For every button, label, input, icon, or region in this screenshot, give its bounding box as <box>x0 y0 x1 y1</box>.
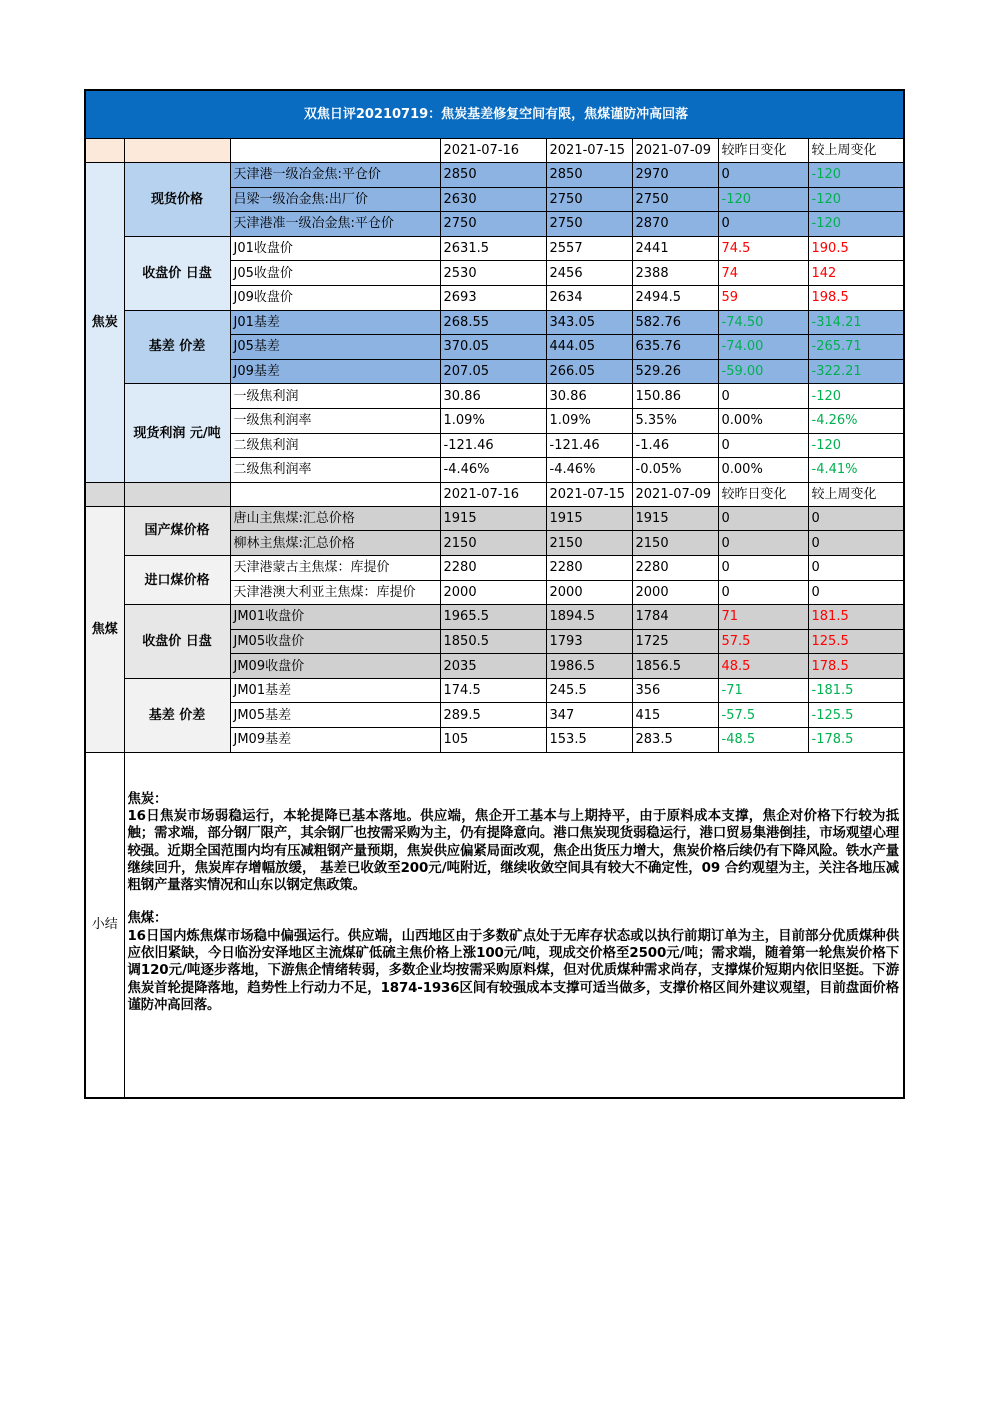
indicator-name: J09基差 <box>230 359 440 384</box>
weekly-change-cell: -181.5 <box>808 678 904 703</box>
value-cell: 1894.5 <box>546 605 632 630</box>
category-coke: 焦炭 <box>85 163 124 483</box>
daily-change-cell: 0 <box>718 580 808 605</box>
weekly-change-cell: 0 <box>808 580 904 605</box>
value-cell: 1856.5 <box>632 654 718 679</box>
coke-summary-text: 16日焦炭市场弱稳运行，本轮提降已基本落地。供应端，焦企开工基本与上期持平，由于原料成本支撑，焦企对价格下行较为抵触；需求端，部分钢厂限产，其余钢厂也按需采购为主，仍有提降意向。港口焦炭现货弱稳运行，港口贸易集港倒挂，市场观望心理较强。近期全国范围内均有压减粗钢产量预期，焦炭供应偏紧局面改观，焦企出货压力增大，焦炭价格后续仍有下降风险。铁水产量继续回升，焦炭库存增幅放缓， 基差已收敛至200元/吨附近，继续收敛空间具有较大不确定性，09 合约观望为主，关注各地压减粗钢产量落实情况和山东以钢定焦政策。 <box>127 808 899 894</box>
table-row <box>85 236 904 261</box>
table-row <box>85 605 904 630</box>
weekly-change-cell: 198.5 <box>808 285 904 310</box>
indicator-name: JM05收盘价 <box>230 629 440 654</box>
daily-change-cell: -74.50 <box>718 310 808 335</box>
daily-change-cell: 71 <box>718 605 808 630</box>
column-header: 2021-07-09 <box>632 139 718 163</box>
value-cell: 2000 <box>632 580 718 605</box>
daily-change-cell: 0 <box>718 212 808 237</box>
value-cell: 347 <box>546 703 632 728</box>
column-header: 2021-07-16 <box>440 139 546 163</box>
value-cell: 2000 <box>546 580 632 605</box>
value-cell: 283.5 <box>632 728 718 753</box>
weekly-change-cell: -322.21 <box>808 359 904 384</box>
value-cell: -4.46% <box>546 458 632 483</box>
value-cell: 105 <box>440 728 546 753</box>
section-label: 收盘价 日盘 <box>124 605 230 679</box>
value-cell: 2557 <box>546 236 632 261</box>
section-label: 基差 价差 <box>124 310 230 384</box>
value-cell: 1965.5 <box>440 605 546 630</box>
value-cell: 2530 <box>440 261 546 286</box>
value-cell: 2850 <box>546 163 632 188</box>
value-cell: 2634 <box>546 285 632 310</box>
summary-spacer <box>128 894 900 910</box>
weekly-change-cell: 178.5 <box>808 654 904 679</box>
value-cell: -1.46 <box>632 433 718 458</box>
value-cell: 1986.5 <box>546 654 632 679</box>
value-cell: 1.09% <box>440 408 546 433</box>
indicator-name: 天津港蒙古主焦煤：库提价 <box>230 555 440 580</box>
column-header: 较上周变化 <box>808 482 904 506</box>
value-cell: 2693 <box>440 285 546 310</box>
value-cell: 30.86 <box>546 384 632 409</box>
section-label: 现货利润 元/吨 <box>124 384 230 482</box>
value-cell: 2280 <box>546 555 632 580</box>
indicator-name: 天津港一级冶金焦:平仓价 <box>230 163 440 188</box>
value-cell: 2035 <box>440 654 546 679</box>
daily-change-cell: -71 <box>718 678 808 703</box>
indicator-name: 一级焦利润 <box>230 384 440 409</box>
coal-summary-heading: 焦煤： <box>127 911 168 927</box>
weekly-change-cell: 190.5 <box>808 236 904 261</box>
column-header: 2021-07-15 <box>546 482 632 506</box>
column-header: 2021-07-16 <box>440 482 546 506</box>
column-header: 较上周变化 <box>808 139 904 163</box>
weekly-change-cell: -178.5 <box>808 728 904 753</box>
indicator-name: J01基差 <box>230 310 440 335</box>
summary-label: 小结 <box>85 752 124 1098</box>
daily-change-cell: 0 <box>718 555 808 580</box>
value-cell: 2750 <box>632 187 718 212</box>
indicator-name: J01收盘价 <box>230 236 440 261</box>
indicator-name: 天津港准一级冶金焦:平仓价 <box>230 212 440 237</box>
weekly-change-cell: 0 <box>808 555 904 580</box>
indicator-name: JM09收盘价 <box>230 654 440 679</box>
value-cell: -121.46 <box>546 433 632 458</box>
daily-change-cell: 59 <box>718 285 808 310</box>
value-cell: 529.26 <box>632 359 718 384</box>
value-cell: 582.76 <box>632 310 718 335</box>
category-coking-coal: 焦煤 <box>85 506 124 752</box>
value-cell: 153.5 <box>546 728 632 753</box>
table-row <box>85 163 904 188</box>
indicator-name: 吕梁一级冶金焦:出厂价 <box>230 187 440 212</box>
daily-change-cell: 0 <box>718 506 808 531</box>
value-cell: 1.09% <box>546 408 632 433</box>
value-cell: -121.46 <box>440 433 546 458</box>
daily-change-cell: 0.00% <box>718 408 808 433</box>
header-blank-cell <box>124 482 230 506</box>
table-row <box>85 555 904 580</box>
value-cell: -4.46% <box>440 458 546 483</box>
value-cell: 150.86 <box>632 384 718 409</box>
weekly-change-cell: -4.26% <box>808 408 904 433</box>
value-cell: 30.86 <box>440 384 546 409</box>
value-cell: 343.05 <box>546 310 632 335</box>
value-cell: 5.35% <box>632 408 718 433</box>
value-cell: 2456 <box>546 261 632 286</box>
daily-change-cell: 74.5 <box>718 236 808 261</box>
section-label: 现货价格 <box>124 163 230 237</box>
daily-change-cell: 57.5 <box>718 629 808 654</box>
value-cell: 174.5 <box>440 678 546 703</box>
indicator-name: JM01收盘价 <box>230 605 440 630</box>
value-cell: 635.76 <box>632 335 718 360</box>
coke-header-row <box>85 139 904 163</box>
value-cell: 2441 <box>632 236 718 261</box>
value-cell: 2388 <box>632 261 718 286</box>
daily-change-cell: -48.5 <box>718 728 808 753</box>
coal-summary-text: 16日国内炼焦煤市场稳中偏强运行。供应端，山西地区由于多数矿点处于无库存状态或以执行前期订单为主，目前部分优质煤种供应依旧紧缺，今日临汾安泽地区主流煤矿低硫主焦价格上涨100元/吨，现成交价格至2500元/吨；需求端，随着第一轮焦炭价格下调120元/吨逐步落地，下游焦企情绪转弱，多数企业均按需采购原料煤，但对优质煤种需求尚存，支撑煤价短期内依旧坚挺。下游焦炭首轮提降落地，趋势性上行动力不足，1874-1936区间有较强成本支撑可适当做多，支撑价格区间外建议观望，目前盘面价格谨防冲高回落。 <box>127 928 899 1013</box>
header-blank-cell <box>124 139 230 163</box>
daily-change-cell: 0 <box>718 163 808 188</box>
header-blank-cell <box>230 139 440 163</box>
coal-header-row <box>85 482 904 506</box>
value-cell: 1784 <box>632 605 718 630</box>
value-cell: -0.05% <box>632 458 718 483</box>
value-cell: 245.5 <box>546 678 632 703</box>
value-cell: 2150 <box>632 531 718 556</box>
value-cell: 2150 <box>546 531 632 556</box>
value-cell: 356 <box>632 678 718 703</box>
weekly-change-cell: 0 <box>808 531 904 556</box>
header-blank-cell <box>85 482 124 506</box>
value-cell: 2750 <box>546 187 632 212</box>
weekly-change-cell: -265.71 <box>808 335 904 360</box>
value-cell: 1793 <box>546 629 632 654</box>
coke-summary-heading: 焦炭： <box>127 791 168 807</box>
indicator-name: JM09基差 <box>230 728 440 753</box>
daily-change-cell: 48.5 <box>718 654 808 679</box>
weekly-change-cell: -120 <box>808 433 904 458</box>
value-cell: 2750 <box>546 212 632 237</box>
table-row <box>85 310 904 335</box>
section-label: 进口煤价格 <box>124 555 230 604</box>
value-cell: 2850 <box>440 163 546 188</box>
indicator-name: J09收盘价 <box>230 285 440 310</box>
daily-change-cell: -59.00 <box>718 359 808 384</box>
value-cell: 2150 <box>440 531 546 556</box>
weekly-change-cell: -125.5 <box>808 703 904 728</box>
daily-change-cell: 0 <box>718 531 808 556</box>
daily-change-cell: 74 <box>718 261 808 286</box>
table-row <box>85 384 904 409</box>
table-row <box>85 506 904 531</box>
daily-change-cell: -57.5 <box>718 703 808 728</box>
weekly-change-cell: 125.5 <box>808 629 904 654</box>
column-header: 2021-07-15 <box>546 139 632 163</box>
value-cell: 2631.5 <box>440 236 546 261</box>
value-cell: 444.05 <box>546 335 632 360</box>
summary-row <box>85 752 904 1098</box>
table-row <box>85 678 904 703</box>
column-header: 较昨日变化 <box>718 139 808 163</box>
indicator-name: 柳林主焦煤:汇总价格 <box>230 531 440 556</box>
header-blank-cell <box>85 139 124 163</box>
summary-text-cell <box>124 752 904 1098</box>
daily-change-cell: -120 <box>718 187 808 212</box>
value-cell: 1725 <box>632 629 718 654</box>
value-cell: 268.55 <box>440 310 546 335</box>
value-cell: 2630 <box>440 187 546 212</box>
value-cell: 1915 <box>632 506 718 531</box>
value-cell: 2870 <box>632 212 718 237</box>
weekly-change-cell: 0 <box>808 506 904 531</box>
daily-change-cell: 0 <box>718 433 808 458</box>
value-cell: 2280 <box>440 555 546 580</box>
indicator-name: 二级焦利润率 <box>230 458 440 483</box>
daily-change-cell: 0 <box>718 384 808 409</box>
indicator-name: J05收盘价 <box>230 261 440 286</box>
value-cell: 289.5 <box>440 703 546 728</box>
indicator-name: J05基差 <box>230 335 440 360</box>
indicator-name: JM01基差 <box>230 678 440 703</box>
weekly-change-cell: -120 <box>808 384 904 409</box>
weekly-change-cell: -314.21 <box>808 310 904 335</box>
value-cell: 2494.5 <box>632 285 718 310</box>
value-cell: 1915 <box>440 506 546 531</box>
daily-change-cell: -74.00 <box>718 335 808 360</box>
value-cell: 207.05 <box>440 359 546 384</box>
indicator-name: 一级焦利润率 <box>230 408 440 433</box>
indicator-name: 二级焦利润 <box>230 433 440 458</box>
section-label: 收盘价 日盘 <box>124 236 230 310</box>
value-cell: 2000 <box>440 580 546 605</box>
section-label: 国产煤价格 <box>124 506 230 555</box>
value-cell: 1850.5 <box>440 629 546 654</box>
indicator-name: 唐山主焦煤:汇总价格 <box>230 506 440 531</box>
indicator-name: 天津港澳大利亚主焦煤：库提价 <box>230 580 440 605</box>
value-cell: 1915 <box>546 506 632 531</box>
weekly-change-cell: -120 <box>808 212 904 237</box>
weekly-change-cell: -4.41% <box>808 458 904 483</box>
value-cell: 2280 <box>632 555 718 580</box>
report-title: 双焦日评20210719：焦炭基差修复空间有限，焦煤谨防冲高回落 <box>85 90 904 139</box>
weekly-change-cell: 142 <box>808 261 904 286</box>
value-cell: 266.05 <box>546 359 632 384</box>
value-cell: 415 <box>632 703 718 728</box>
weekly-change-cell: -120 <box>808 163 904 188</box>
coke-coal-daily-report-table <box>84 89 905 1099</box>
value-cell: 2970 <box>632 163 718 188</box>
weekly-change-cell: -120 <box>808 187 904 212</box>
weekly-change-cell: 181.5 <box>808 605 904 630</box>
value-cell: 2750 <box>440 212 546 237</box>
column-header: 较昨日变化 <box>718 482 808 506</box>
value-cell: 370.05 <box>440 335 546 360</box>
indicator-name: JM05基差 <box>230 703 440 728</box>
section-label: 基差 价差 <box>124 678 230 752</box>
header-blank-cell <box>230 482 440 506</box>
daily-change-cell: 0.00% <box>718 458 808 483</box>
column-header: 2021-07-09 <box>632 482 718 506</box>
